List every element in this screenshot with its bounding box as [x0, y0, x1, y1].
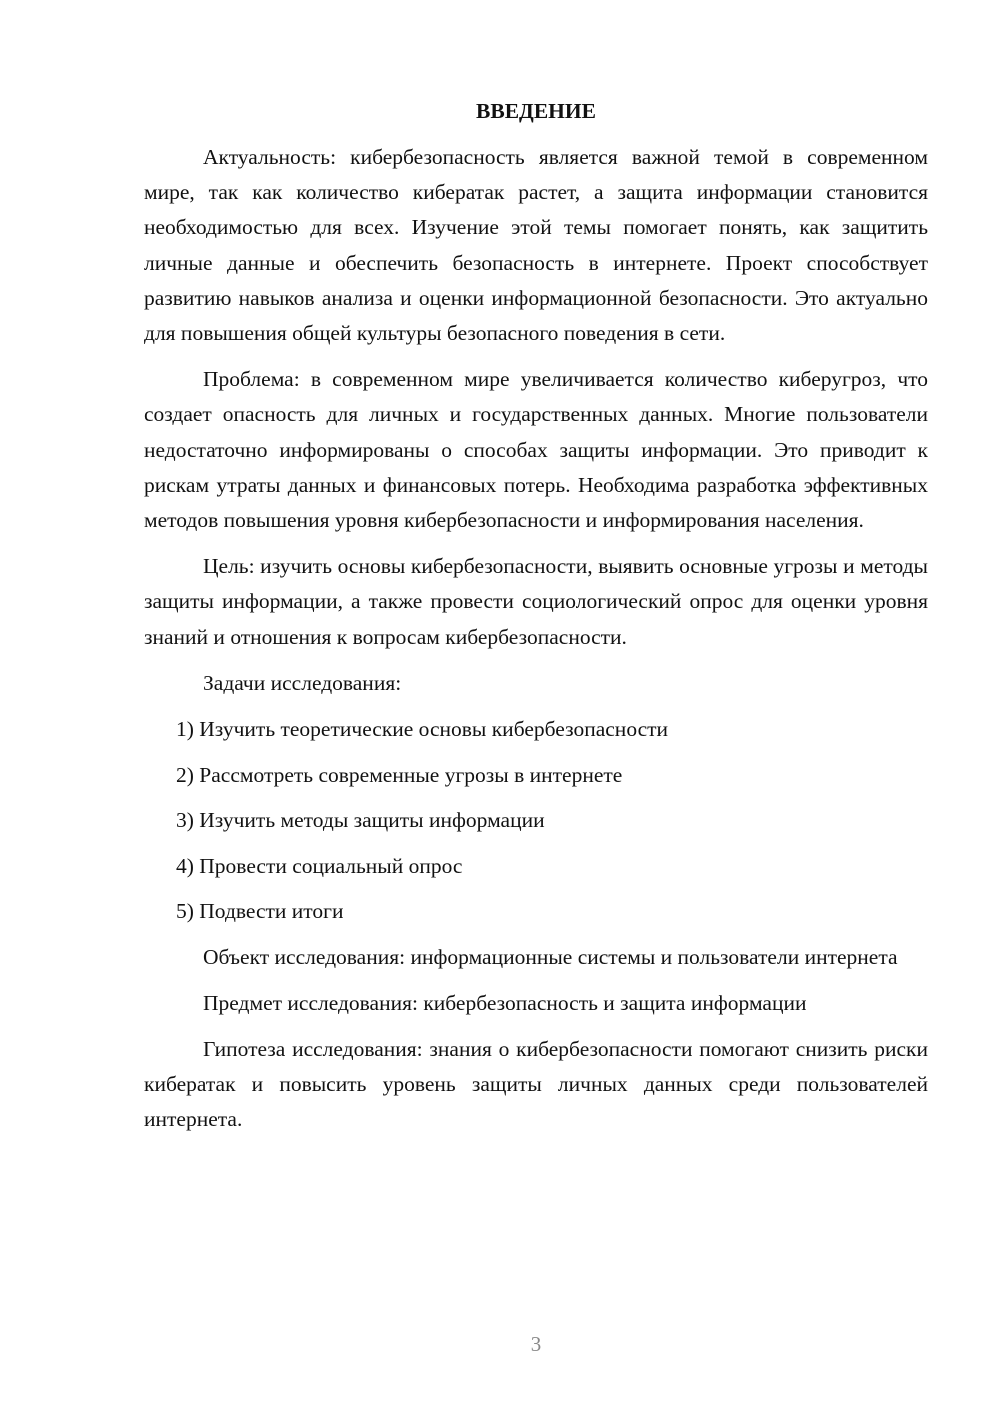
goal-paragraph: Цель: изучить основы кибербезопасности, выявить основные угрозы и методы защиты информации, а также провести социологический опрос для оценки уровня знаний и отношения к вопросам кибербезопасности.	[144, 554, 928, 649]
page-content	[144, 94, 928, 1149]
task-item: 4) Провести социальный опрос	[176, 853, 463, 878]
task-item: 1) Изучить теоретические основы кибербезопасности	[176, 717, 669, 742]
relevance-paragraph: Актуальность: кибербезопасность является важной темой в современном мире, так как количество кибератак растет, а защита информации становится необходимостью для всех. Изучение этой темы помогает понять, как защитить личные данные и обеспечить безопасность в интернете. Проект способствует развитию навыков анализа и оценки информационной безопасности. Это актуально для повышения общей культуры безопасного поведения в сети.	[144, 145, 928, 346]
subject-paragraph: Предмет исследования: кибербезопасность и защита информации	[203, 990, 807, 1015]
section-title: ВВЕДЕНИЕ	[476, 99, 596, 123]
object-paragraph: Объект исследования: информационные системы и пользователи интернета	[203, 944, 898, 969]
page-number: 3	[530, 1332, 542, 1356]
tasks-list	[144, 712, 928, 929]
task-item: 5) Подвести итоги	[176, 899, 344, 924]
task-item: 2) Рассмотреть современные угрозы в интернете	[176, 762, 623, 787]
hypothesis-paragraph: Гипотеза исследования: знания о кибербезопасности помогают снизить риски кибератак и повысить уровень защиты личных данных среди пользователей интернета.	[144, 1036, 928, 1132]
task-item: 3) Изучить методы защиты информации	[176, 808, 545, 833]
problem-paragraph: Проблема: в современном мире увеличивается количество киберугроз, что создает опасность для личных и государственных данных. Многие пользователи недостаточно информированы о способах защиты информации. Это приводит к рискам утраты данных и финансовых потерь. Необходима разработка эффективных методов повышения уровня кибербезопасности и информирования населения.	[144, 367, 928, 533]
tasks-heading: Задачи исследования:	[203, 670, 402, 695]
